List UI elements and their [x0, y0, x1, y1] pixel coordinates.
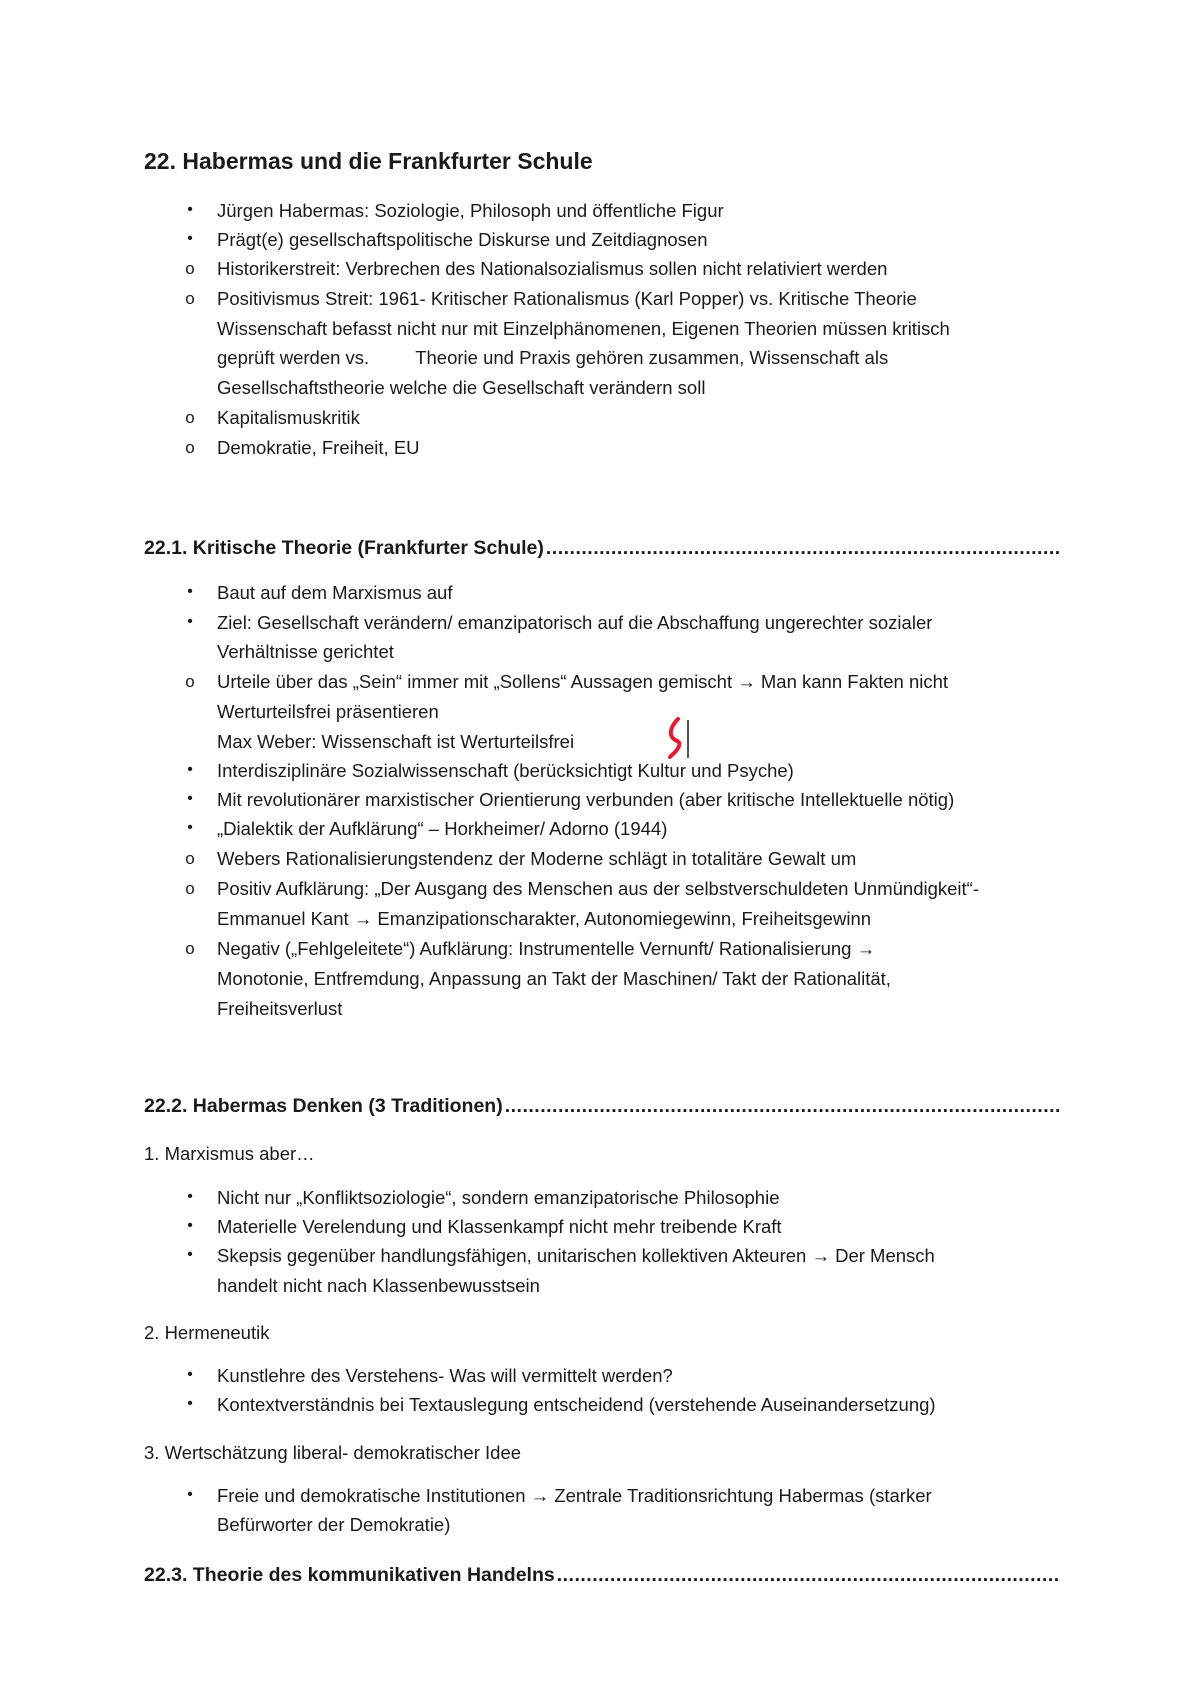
- section-22-1-heading: [144, 537, 1059, 560]
- list-item: „Dialektik der Aufklärung“ – Horkheimer/ Adorno (1944): [217, 818, 668, 839]
- list-item: Positiv Aufklärung: „Der Ausgang des Menschen aus der selbstverschuldeten Unmündigkeit“-: [217, 878, 979, 899]
- list-item: Positivismus Streit: 1961- Kritischer Rationalismus (Karl Popper) vs. Kritische Theorie: [217, 288, 917, 309]
- leader-dots: [505, 1095, 1059, 1118]
- section-22-3-heading: [144, 1564, 1059, 1587]
- bullet-marker: •: [187, 1486, 193, 1503]
- bullet-marker: •: [187, 761, 193, 778]
- bullet-marker: •: [187, 1395, 193, 1412]
- heading-text: 22.2. Habermas Denken (3 Traditionen): [144, 1095, 503, 1117]
- circle-marker: o: [185, 259, 195, 278]
- text-fragment: Skepsis gegenüber handlungsfähigen, unitarischen kollektiven Akteuren: [217, 1245, 807, 1266]
- list-item: Nicht nur „Konfliktsoziologie“, sondern emanzipatorische Philosophie: [217, 1187, 780, 1208]
- list-item: [217, 1247, 1077, 1266]
- bullet-marker: •: [187, 819, 193, 836]
- text-fragment: Negativ („Fehlgeleitete“) Aufklärung: Instrumentelle Vernunft/ Rationalisierung: [217, 938, 852, 959]
- arrow-icon: →: [737, 671, 756, 692]
- list-item: Interdisziplinäre Sozialwissenschaft (berücksichtigt Kultur und Psyche): [217, 760, 794, 781]
- list-item-continuation: Wissenschaft befasst nicht nur mit Einzelphänomenen, Eigenen Theorien müssen kritisch: [217, 318, 950, 339]
- circle-marker: o: [185, 849, 195, 868]
- heading-text: 22.1. Kritische Theorie (Frankfurter Schule): [144, 537, 544, 559]
- list-item-continuation: Werturteilsfrei präsentieren: [217, 701, 439, 722]
- list-item: Ziel: Gesellschaft verändern/ emanzipatorisch auf die Abschaffung ungerechter sozialer: [217, 612, 933, 633]
- heading-text: 22.3. Theorie des kommunikativen Handelns: [144, 1564, 555, 1586]
- list-item: [217, 673, 1077, 692]
- list-item-continuation: Verhältnisse gerichtet: [217, 641, 394, 662]
- numbered-subheading: 2. Hermeneutik: [144, 1322, 270, 1343]
- list-item: Mit revolutionärer marxistischer Orientierung verbunden (aber kritische Intellektuelle nötig): [217, 789, 955, 810]
- bullet-marker: •: [187, 230, 193, 247]
- list-item-continuation: Monotonie, Entfremdung, Anpassung an Takt der Maschinen/ Takt der Rationalität,: [217, 968, 891, 989]
- leader-dots: [546, 537, 1059, 560]
- text-fragment: Man kann Fakten nicht: [760, 671, 949, 692]
- red-annotation-mark: [664, 716, 694, 762]
- list-item-continuation: Gesellschaftstheorie welche die Gesellschaft verändern soll: [217, 377, 706, 398]
- bullet-marker: •: [187, 790, 193, 807]
- text-fragment: Freie und demokratische Institutionen: [217, 1485, 526, 1506]
- list-item-continuation: Max Weber: Wissenschaft ist Werturteilsfrei: [217, 731, 575, 752]
- bullet-marker: •: [187, 1366, 193, 1383]
- list-item-continuation: handelt nicht nach Klassenbewusstsein: [217, 1275, 540, 1296]
- list-item: [217, 940, 1077, 959]
- list-item: [217, 1487, 1077, 1506]
- section-22-2-heading: [144, 1095, 1059, 1118]
- bullet-marker: •: [187, 201, 193, 218]
- numbered-subheading: 1. Marxismus aber…: [144, 1143, 315, 1164]
- list-item-continuation: [217, 910, 1077, 929]
- bullet-marker: •: [187, 613, 193, 630]
- list-item: Webers Rationalisierungstendenz der Moderne schlägt in totalitäre Gewalt um: [217, 848, 857, 869]
- text-fragment: Der Mensch: [835, 1245, 935, 1266]
- bullet-marker: •: [187, 1188, 193, 1205]
- list-item: Materielle Verelendung und Klassenkampf nicht mehr treibende Kraft: [217, 1216, 782, 1237]
- list-item: Demokratie, Freiheit, EU: [217, 437, 420, 458]
- list-item: Jürgen Habermas: Soziologie, Philosoph und öffentliche Figur: [217, 200, 724, 221]
- list-item: Kunstlehre des Verstehens- Was will vermittelt werden?: [217, 1365, 673, 1386]
- list-item: Prägt(e) gesellschaftspolitische Diskurse und Zeitdiagnosen: [217, 229, 708, 250]
- text-fragment: Urteile über das „Sein“ immer mit „Sollens“ Aussagen gemischt: [217, 671, 733, 692]
- text-fragment: Emmanuel Kant: [217, 908, 349, 929]
- text-fragment: Zentrale Traditionsrichtung Habermas (starker: [554, 1485, 932, 1506]
- circle-marker: o: [185, 289, 195, 308]
- bullet-marker: •: [187, 1246, 193, 1263]
- section-22-heading: 22. Habermas und die Frankfurter Schule: [144, 148, 593, 174]
- text-fragment: Theorie und Praxis gehören zusammen, Wissenschaft als: [415, 347, 889, 368]
- arrow-icon: →: [530, 1485, 550, 1506]
- arrow-icon: →: [353, 908, 373, 929]
- leader-dots: [557, 1564, 1059, 1587]
- list-item: Historikerstreit: Verbrechen des Nationalsozialismus sollen nicht relativiert werden: [217, 258, 888, 279]
- list-item: Kapitalismuskritik: [217, 407, 360, 428]
- circle-marker: o: [185, 939, 195, 958]
- list-item-continuation: Freiheitsverlust: [217, 998, 343, 1019]
- list-item: Baut auf dem Marxismus auf: [217, 582, 453, 603]
- list-item: Kontextverständnis bei Textauslegung entscheidend (verstehende Auseinandersetzung): [217, 1394, 936, 1415]
- list-item-continuation: Befürworter der Demokratie): [217, 1514, 451, 1535]
- numbered-subheading: 3. Wertschätzung liberal- demokratischer Idee: [144, 1442, 522, 1463]
- list-item-continuation: [217, 349, 1077, 368]
- bullet-marker: •: [187, 583, 193, 600]
- text-fragment: Emanzipationscharakter, Autonomiegewinn, Freiheitsgewinn: [377, 908, 872, 929]
- arrow-icon: →: [811, 1245, 830, 1266]
- circle-marker: o: [185, 438, 195, 457]
- bullet-marker: •: [187, 1217, 193, 1234]
- circle-marker: o: [185, 879, 195, 898]
- circle-marker: o: [185, 672, 195, 691]
- text-fragment: geprüft werden vs.: [217, 347, 370, 368]
- arrow-icon: →: [856, 938, 876, 959]
- circle-marker: o: [185, 408, 195, 427]
